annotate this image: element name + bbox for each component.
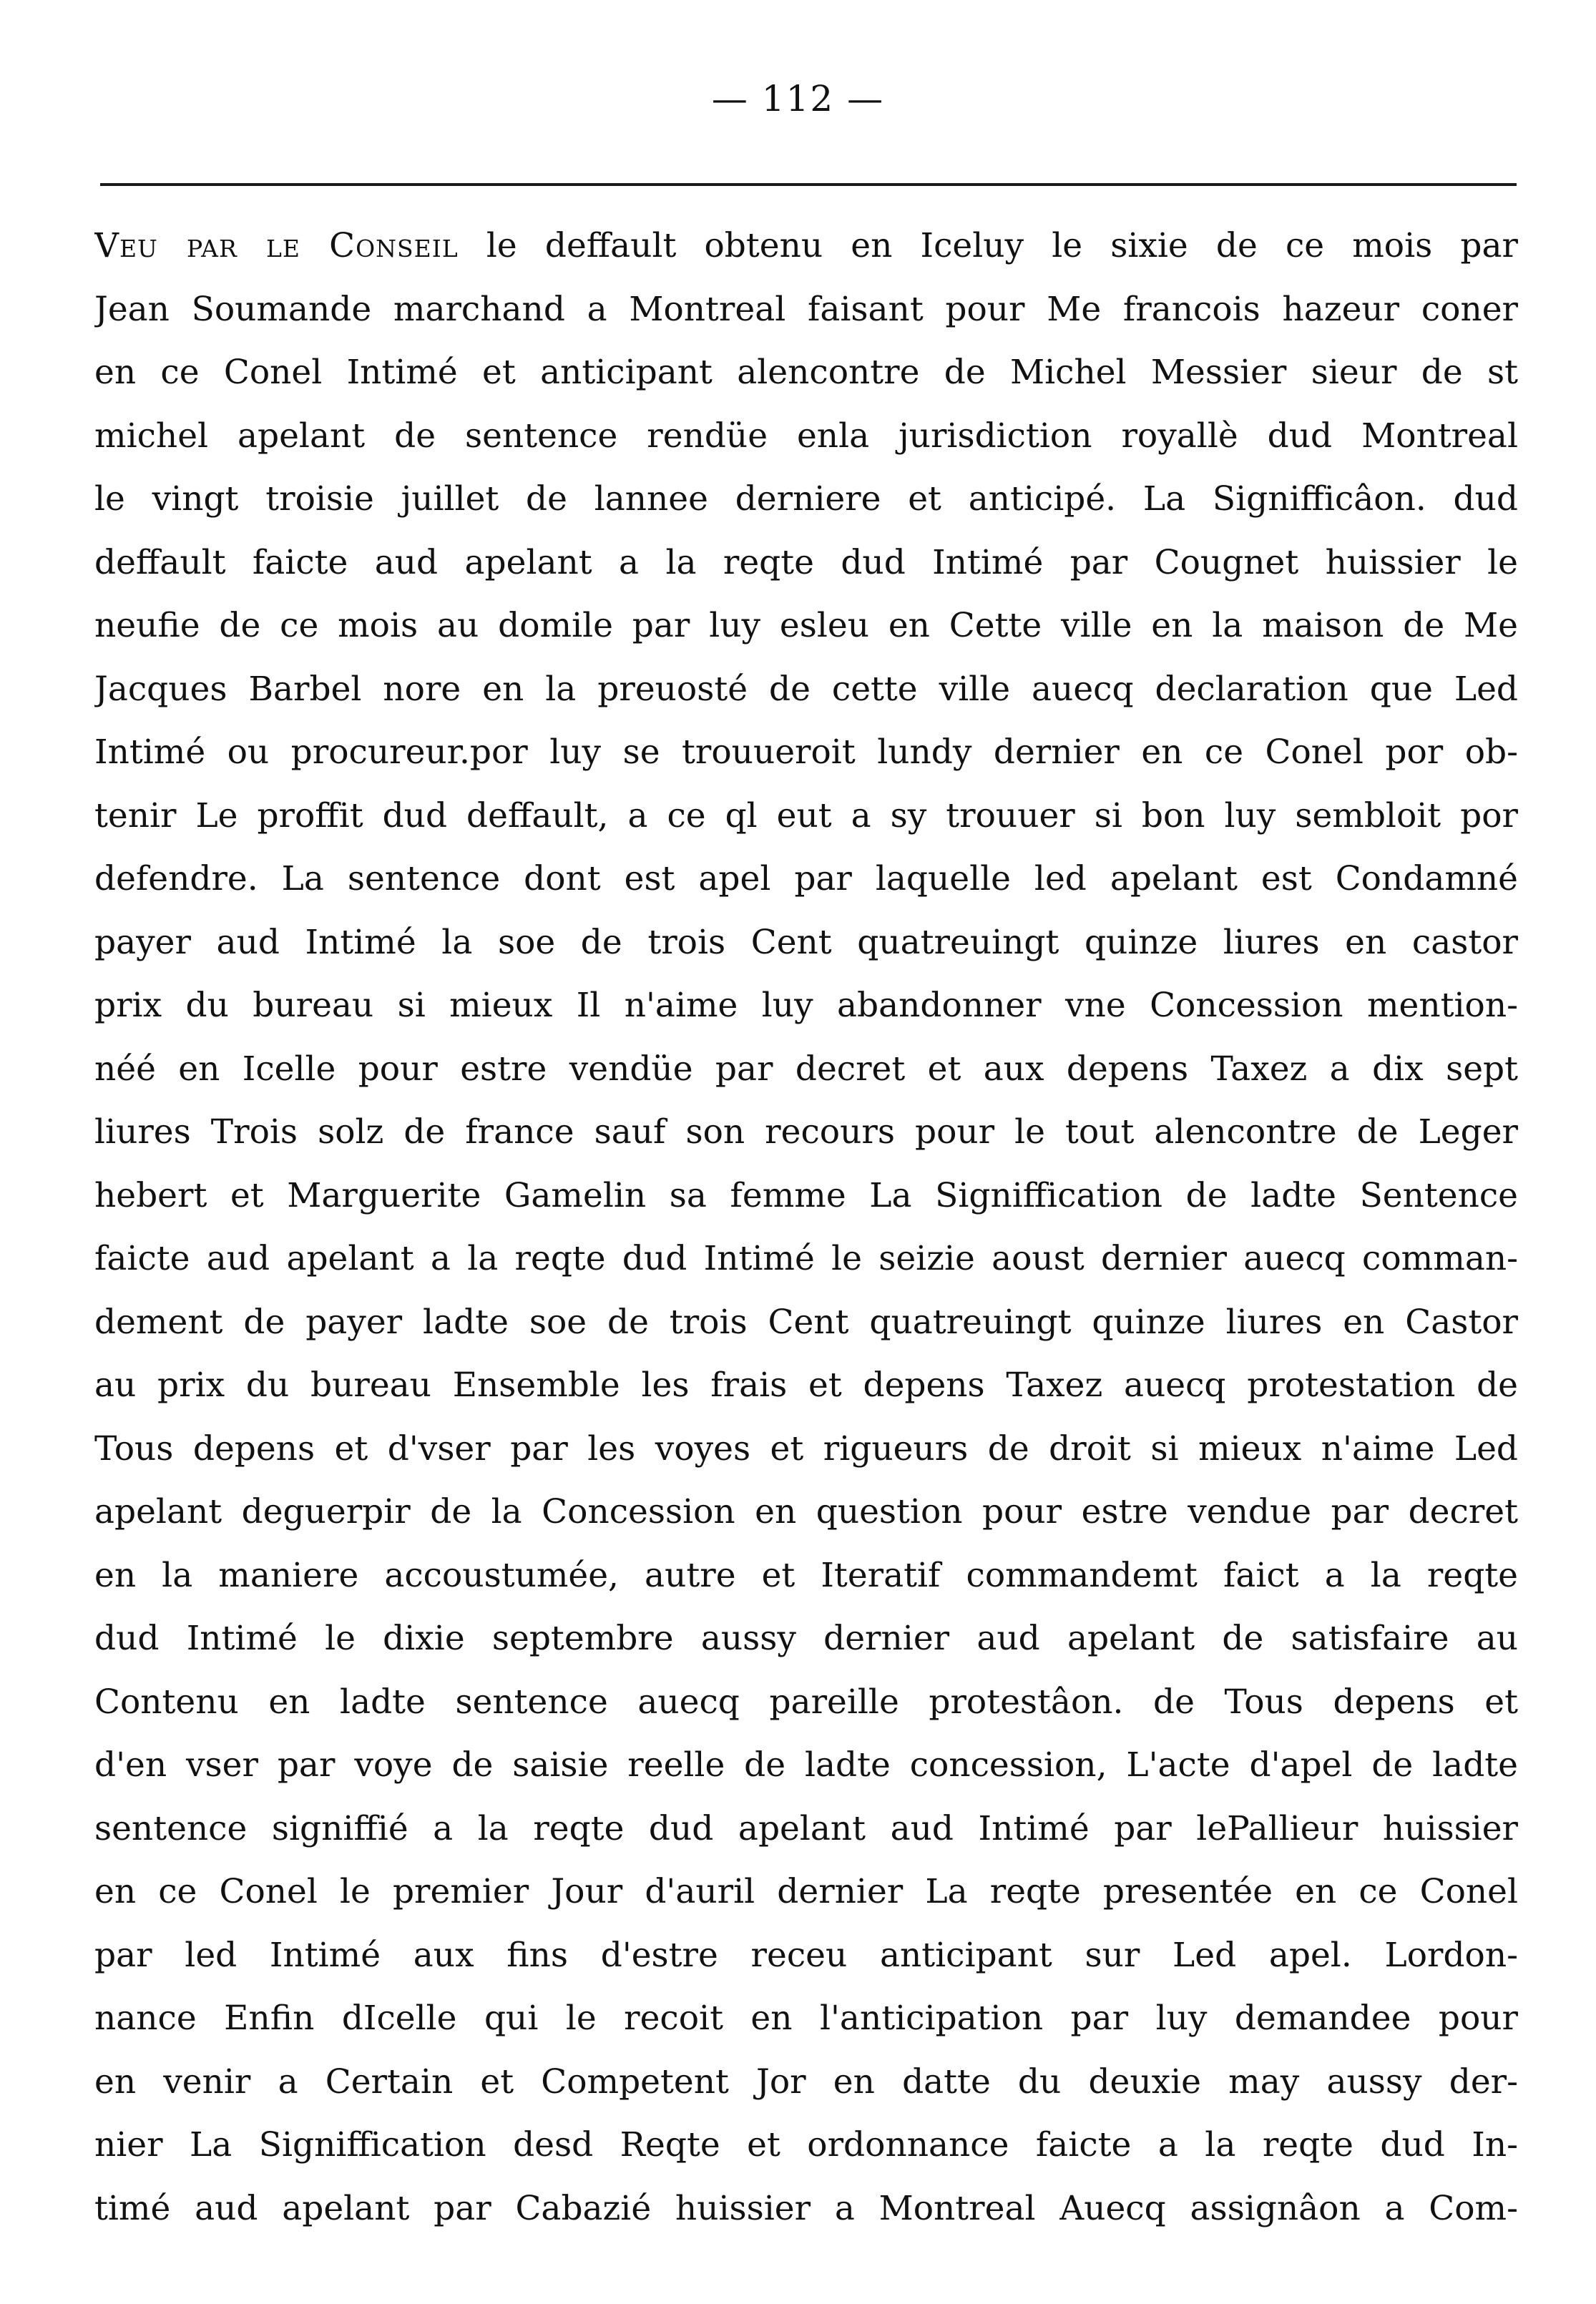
text-line: neufie de ce mois au domile par luy esleu en Cette ville en la maison de Me bbox=[94, 606, 1518, 645]
text-line: apelant deguerpir de la Concession en question pour estre vendue par decret bbox=[94, 1492, 1518, 1531]
body-text bbox=[94, 215, 1518, 2240]
text-line: en ce Conel le premier Jour d'auril dernier La reqte presentée en ce Conel bbox=[94, 1872, 1518, 1911]
text-line: hebert et Marguerite Gamelin sa femme La Signiffication de ladte Sentence bbox=[94, 1175, 1518, 1215]
text-line: nier La Signiffication desd Reqte et ordonnance faicte a la reqte dud In- bbox=[94, 2125, 1518, 2165]
text-line: michel apelant de sentence rendüe enla jurisdiction royallè dud Montreal bbox=[94, 416, 1518, 456]
page-number: — 112 — bbox=[711, 78, 885, 119]
header-rule bbox=[100, 183, 1517, 186]
text-line: deffault faicte aud apelant a la reqte dud Intimé par Cougnet huissier le bbox=[94, 542, 1518, 582]
text-line: liures Trois solz de france sauf son recours pour le tout alencontre de Leger bbox=[94, 1112, 1518, 1152]
text-line: defendre. La sentence dont est apel par laquelle led apelant est Condamné bbox=[94, 859, 1518, 898]
text-line: timé aud apelant par Cabazié huissier a Montreal Auecq assignâon a Com- bbox=[94, 2188, 1518, 2228]
text-line: néé en Icelle pour estre vendüe par decret et aux depens Taxez a dix sept bbox=[94, 1049, 1518, 1089]
text-line: au prix du bureau Ensemble les frais et depens Taxez auecq protestation de bbox=[94, 1366, 1518, 1405]
text-line: en venir a Certain et Competent Jor en datte du deuxie may aussy der- bbox=[94, 2062, 1518, 2102]
text-line: Intimé ou procureur.por luy se trouueroit lundy dernier en ce Conel por ob- bbox=[94, 732, 1518, 772]
text-line: payer aud Intimé la soe de trois Cent quatreuingt quinze liures en castor bbox=[94, 922, 1518, 962]
text-line: Tous depens et d'vser par les voyes et rigueurs de droit si mieux n'aime Led bbox=[94, 1428, 1518, 1469]
text-line: en ce Conel Intimé et anticipant alencontre de Michel Messier sieur de st bbox=[94, 353, 1518, 392]
text-line: Jacques Barbel nore en la preuosté de cette ville auecq declaration que Led bbox=[94, 669, 1518, 709]
text-line: le vingt troisie juillet de lannee derniere et anticipé. La Signifficâon. dud bbox=[94, 479, 1518, 519]
text-line: nance Enfin dIcelle qui le recoit en l'anticipation par luy demandee pour bbox=[94, 1999, 1518, 2038]
opening-phrase: Veu par le Conseil bbox=[94, 226, 459, 265]
text-line: Veu par le Conseil le deffault obtenu en Iceluy le sixie de ce mois par bbox=[94, 226, 1518, 265]
text-line: dud Intimé le dixie septembre aussy dernier aud apelant de satisfaire au bbox=[94, 1619, 1518, 1658]
text-line: tenir Le proffit dud deffault, a ce ql eut a sy trouuer si bon luy sembloit por bbox=[94, 795, 1518, 835]
text-line: Jean Soumande marchand a Montreal faisant pour Me francois hazeur coner bbox=[94, 289, 1518, 329]
text-line: sentence signiffié a la reqte dud apelant aud Intimé par lePallieur huissier bbox=[94, 1808, 1518, 1848]
text-line: d'en vser par voye de saisie reelle de ladte concession, L'acte d'apel de ladte bbox=[94, 1745, 1518, 1785]
text-line: Contenu en ladte sentence auecq pareille protestâon. de Tous depens et bbox=[94, 1682, 1518, 1722]
text-line: en la maniere accoustumée, autre et Iteratif commandemt faict a la reqte bbox=[94, 1555, 1518, 1595]
text-line: faicte aud apelant a la reqte dud Intimé le seizie aoust dernier auecq comman- bbox=[94, 1239, 1518, 1278]
text-line: dement de payer ladte soe de trois Cent quatreuingt quinze liures en Castor bbox=[94, 1302, 1518, 1342]
text-line: prix du bureau si mieux Il n'aime luy abandonner vne Concession mention- bbox=[94, 986, 1518, 1025]
text-line: par led Intimé aux fins d'estre receu anticipant sur Led apel. Lordon- bbox=[94, 1935, 1518, 1975]
